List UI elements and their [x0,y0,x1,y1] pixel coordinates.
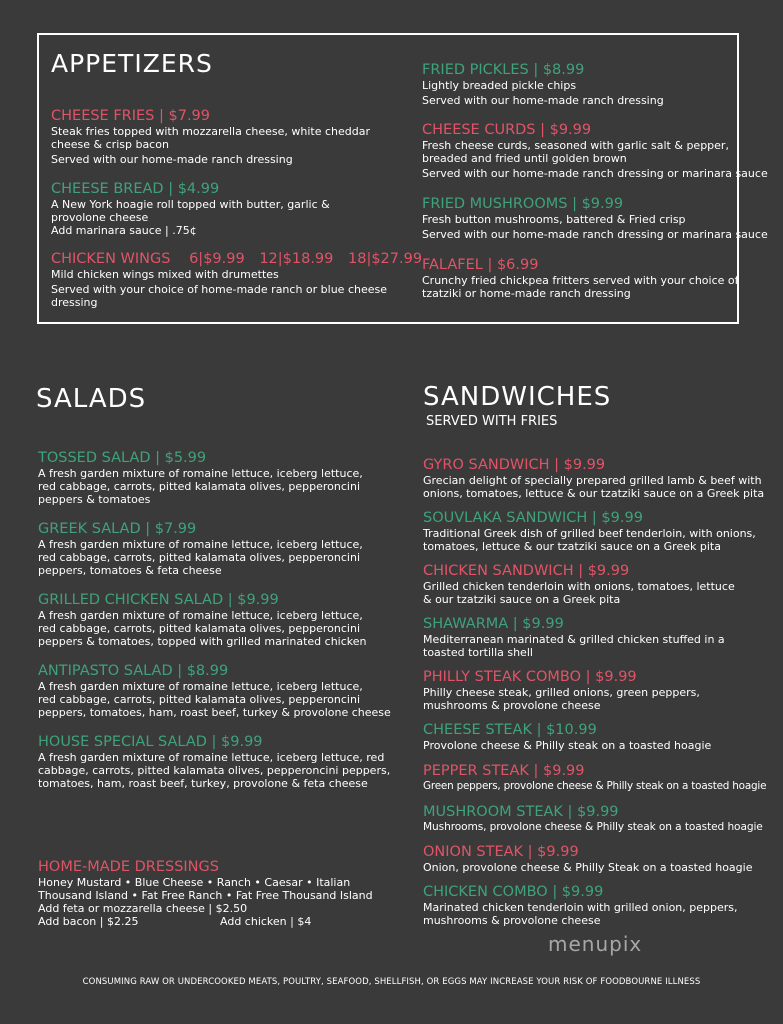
item-desc-line: red cabbage, carrots, pitted kalamata olives, pepperoncini [38,551,361,564]
item-desc-line: cabbage, carrots, pitted kalamata olives, pepperoncini peppers, [38,764,391,777]
food-safety-disclaimer: CONSUMING RAW OR UNDERCOOKED MEATS, POULTRY, SEAFOOD, SHELLFISH, OR EGGS MAY INCREASE YOUR RISK OF FOODBOURNE ILLNESS [82,977,701,987]
item-desc-line: tomatoes, lettuce & our tzatziki sauce on a Greek pita [423,540,721,553]
item-desc-line: Fresh button mushrooms, battered & Fried crisp [422,213,686,226]
item-title: CHEESE FRIES | $7.99 [51,108,210,124]
sandwiches-title: SANDWICHES [423,382,612,412]
menu-item-cheese-steak [423,721,711,752]
item-title [51,250,422,268]
item-title: CHEESE CURDS | $9.99 [422,122,592,138]
item-desc-line: mushrooms & provolone cheese [423,914,601,927]
item-desc-line: A fresh garden mixture of romaine lettuce, iceberg lettuce, [38,538,363,551]
item-title: GYRO SANDWICH | $9.99 [423,457,606,473]
item-title: GREEK SALAD | $7.99 [38,521,197,537]
item-desc-line: tomatoes, ham, roast beef, turkey, provolone & feta cheese [38,777,368,790]
menu-item-pepper-steak [423,762,766,793]
item-desc-line: toasted tortilla shell [423,646,533,659]
menu-item-chicken-combo [423,883,738,927]
item-desc-line: Served with our home-made ranch dressing or marinara sauce [422,228,768,241]
wings-price-6: 6|$9.99 [189,251,245,267]
menu-item-antipasto-salad [38,662,391,719]
item-title: TOSSED SALAD | $5.99 [38,450,207,466]
menu-item-philly-steak-combo [423,668,700,712]
add-bacon: Add bacon | $2.25 [38,915,139,928]
item-title: CHICKEN COMBO | $9.99 [423,884,604,900]
item-desc-line: Grecian delight of specially prepared grilled lamb & beef with [423,474,762,487]
dressings-line: Thousand Island • Fat Free Ranch • Fat Free Thousand Island [38,889,373,902]
item-desc-line: A fresh garden mixture of romaine lettuce, iceberg lettuce, [38,609,363,622]
item-title: FRIED PICKLES | $8.99 [422,62,585,78]
menu-item-greek-salad [38,520,363,577]
menu-item-mushroom-steak [423,803,763,834]
menu-item-shawarma [423,615,725,659]
item-desc-line: Marinated chicken tenderloin with grilled onion, peppers, [423,901,738,914]
item-desc-line: Mediterranean marinated & grilled chicken stuffed in a [423,633,725,646]
home-made-dressings [38,858,373,928]
item-desc-line: Mushrooms, provolone cheese & Philly steak on a toasted hoagie [423,821,763,833]
dressings-line: Honey Mustard • Blue Cheese • Ranch • Caesar • Italian [38,876,351,889]
item-desc-line: A fresh garden mixture of romaine lettuce, iceberg lettuce, [38,680,363,693]
wings-price-18: 18|$27.99 [348,251,423,267]
item-desc-line: Traditional Greek dish of grilled beef tenderloin, with onions, [423,527,756,540]
menu-item-chicken-wings [51,250,422,309]
item-desc-line: peppers, tomatoes & feta cheese [38,564,222,577]
item-desc-line: Lightly breaded pickle chips [422,79,577,92]
item-title: CHEESE BREAD | $4.99 [51,181,220,197]
menu-item-souvlaka-sandwich [423,509,756,553]
menu-item-gyro-sandwich [423,456,764,500]
item-desc-line: Add marinara sauce | .75¢ [51,224,197,237]
item-desc-line: red cabbage, carrots, pitted kalamata olives, pepperoncini [38,480,361,493]
item-title: PEPPER STEAK | $9.99 [423,763,585,779]
item-desc-line: cheese & crisp bacon [51,138,169,151]
item-desc-line: peppers & tomatoes, topped with grilled marinated chicken [38,635,367,648]
item-title: SOUVLAKA SANDWICH | $9.99 [423,510,643,526]
item-desc-line: tzatziki or home-made ranch dressing [422,287,631,300]
menu-item-onion-steak [423,843,752,874]
item-desc-line: Green peppers, provolone cheese & Philly steak on a toasted hoagie [423,780,767,792]
menu-item-grilled-chicken-salad [38,591,367,648]
item-desc-line: A fresh garden mixture of romaine lettuce, iceberg lettuce, red [38,751,385,764]
item-desc-line: Served with our home-made ranch dressing [51,153,293,166]
item-title: MUSHROOM STEAK | $9.99 [423,804,619,820]
item-title: CHEESE STEAK | $10.99 [423,722,597,738]
item-title: SHAWARMA | $9.99 [423,616,564,632]
appetizers-title: APPETIZERS [51,49,213,78]
add-chicken: Add chicken | $4 [220,915,312,928]
item-desc-line: mushrooms & provolone cheese [423,699,601,712]
menu-item-chicken-sandwich [423,562,735,606]
item-desc-line: Served with our home-made ranch dressing [422,94,664,107]
menu-item-tossed-salad [38,449,363,506]
menu-item-cheese-bread [51,180,330,237]
item-title: FRIED MUSHROOMS | $9.99 [422,196,624,212]
item-desc-line: peppers, tomatoes, ham, roast beef, turkey & provolone cheese [38,706,391,719]
item-desc-line: Onion, provolone cheese & Philly Steak on a toasted hoagie [423,861,753,874]
item-title: GRILLED CHICKEN SALAD | $9.99 [38,592,279,608]
dressings-title: HOME-MADE DRESSINGS [38,859,219,875]
dressings-line: Add feta or mozzarella cheese | $2.50 [38,902,248,915]
item-desc-line: & our tzatziki sauce on a Greek pita [423,593,621,606]
item-desc-line: onions, tomatoes, lettuce & our tzatziki sauce on a Greek pita [423,487,765,500]
item-title: ONION STEAK | $9.99 [423,844,579,860]
item-desc-line: Served with your choice of home-made ranch or blue cheese [51,283,387,296]
item-desc-line: Fresh cheese curds, seasoned with garlic salt & pepper, [422,139,729,152]
menu-item-cheese-curds [422,121,768,180]
item-desc-line: red cabbage, carrots, pitted kalamata olives, pepperoncini [38,622,361,635]
item-desc-line: Crunchy fried chickpea fritters served with your choice of [422,274,739,287]
menu-item-cheese-fries [51,107,370,166]
menu-item-house-special-salad [38,733,390,790]
wings-name: CHICKEN WINGS [51,251,171,267]
menu-item-falafel [422,256,739,300]
item-desc-line: Grilled chicken tenderloin with onions, tomatoes, lettuce [423,580,735,593]
item-title: FALAFEL | $6.99 [422,257,539,273]
menu-item-fried-pickles [422,61,664,107]
item-title: PHILLY STEAK COMBO | $9.99 [423,669,637,685]
sandwiches-subtitle: SERVED WITH FRIES [426,414,558,429]
item-desc-line: red cabbage, carrots, pitted kalamata olives, pepperoncini [38,693,361,706]
menupix-watermark: menupix [548,932,643,956]
item-desc-line: Philly cheese steak, grilled onions, green peppers, [423,686,700,699]
item-desc-line: Steak fries topped with mozzarella cheese, white cheddar [51,125,370,138]
item-desc-line: Mild chicken wings mixed with drumettes [51,268,279,281]
item-desc-line: Provolone cheese & Philly steak on a toasted hoagie [423,739,712,752]
item-desc-line: Served with our home-made ranch dressing or marinara sauce [422,167,768,180]
item-title: ANTIPASTO SALAD | $8.99 [38,663,229,679]
item-desc-line: dressing [51,296,98,309]
item-title: CHICKEN SANDWICH | $9.99 [423,563,630,579]
item-desc-line: peppers & tomatoes [38,493,151,506]
menu-item-fried-mushrooms [422,195,768,241]
item-desc-line: A fresh garden mixture of romaine lettuce, iceberg lettuce, [38,467,363,480]
item-title: HOUSE SPECIAL SALAD | $9.99 [38,734,263,750]
salads-title: SALADS [36,384,147,414]
item-desc-line: A New York hoagie roll topped with butter, garlic & [51,198,330,211]
item-desc-line: provolone cheese [51,211,149,224]
item-desc-line: breaded and fried until golden brown [422,152,627,165]
wings-price-12: 12|$18.99 [259,251,334,267]
